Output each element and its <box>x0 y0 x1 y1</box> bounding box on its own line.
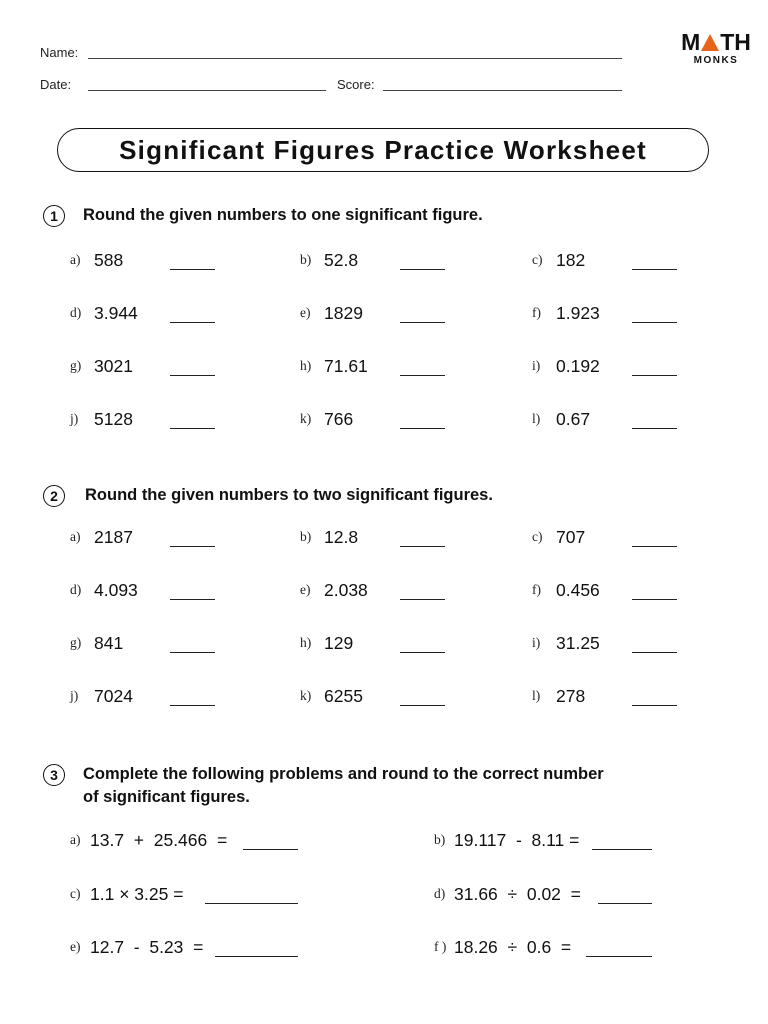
problem-item <box>300 686 460 710</box>
logo-wordmark <box>681 30 751 54</box>
answer-blank[interactable] <box>170 322 215 323</box>
problem-item <box>532 633 692 657</box>
problem-number: 278 <box>556 686 586 706</box>
answer-blank[interactable] <box>632 599 677 600</box>
section-2-number: 2 <box>43 485 65 507</box>
answer-blank[interactable] <box>598 903 652 904</box>
section-3-number: 3 <box>43 764 65 786</box>
problem-item <box>70 303 230 327</box>
answer-blank[interactable] <box>400 322 445 323</box>
name-input-line[interactable] <box>88 58 622 59</box>
answer-blank[interactable] <box>170 705 215 706</box>
problem-item <box>532 686 692 710</box>
expression-item <box>434 884 674 908</box>
section-3-instruction-line2: of significant figures. <box>83 788 250 806</box>
problem-number: 7024 <box>94 686 133 706</box>
logo-text-right: TH <box>720 29 751 55</box>
problem-label: c) <box>532 529 543 544</box>
expression-item <box>70 830 310 854</box>
answer-blank[interactable] <box>632 652 677 653</box>
answer-blank[interactable] <box>632 428 677 429</box>
problem-item <box>70 686 230 710</box>
problem-label: k) <box>300 411 312 426</box>
expression-text: 19.117 - 8.11 = <box>454 830 580 850</box>
name-label: Name: <box>40 45 79 60</box>
problem-item <box>70 633 230 657</box>
problem-label: e) <box>300 305 311 320</box>
problem-label: l) <box>532 688 541 703</box>
problem-item <box>300 580 460 604</box>
answer-blank[interactable] <box>592 849 652 850</box>
problem-item <box>532 303 692 327</box>
problem-number: 31.25 <box>556 633 600 653</box>
answer-blank[interactable] <box>632 546 677 547</box>
problem-label: f) <box>532 582 541 597</box>
section-3-instruction-line1: Complete the following problems and round to the correct number <box>83 765 604 783</box>
problem-number: 0.192 <box>556 356 600 376</box>
answer-blank[interactable] <box>400 599 445 600</box>
problem-item <box>300 303 460 327</box>
expression-item <box>434 937 674 961</box>
problem-number: 0.456 <box>556 580 600 600</box>
answer-blank[interactable] <box>632 269 677 270</box>
problem-item <box>300 250 460 274</box>
problem-number: 182 <box>556 250 586 270</box>
expression-label: c) <box>70 886 81 901</box>
answer-blank[interactable] <box>170 652 215 653</box>
answer-blank[interactable] <box>632 375 677 376</box>
problem-number: 588 <box>94 250 124 270</box>
problem-number: 3.944 <box>94 303 138 323</box>
answer-blank[interactable] <box>170 269 215 270</box>
answer-blank[interactable] <box>400 428 445 429</box>
math-monks-logo <box>681 30 751 66</box>
problem-number: 0.67 <box>556 409 591 429</box>
triangle-icon <box>701 34 719 51</box>
problem-number: 4.093 <box>94 580 138 600</box>
problem-item <box>532 409 692 433</box>
problem-label: l) <box>532 411 541 426</box>
problem-number: 1.923 <box>556 303 600 323</box>
section-1-number: 1 <box>43 205 65 227</box>
problem-item <box>300 356 460 380</box>
answer-blank[interactable] <box>170 546 215 547</box>
expression-text: 1.1 × 3.25 = <box>90 884 184 904</box>
problem-item <box>532 250 692 274</box>
answer-blank[interactable] <box>400 705 445 706</box>
answer-blank[interactable] <box>205 903 298 904</box>
title-banner <box>57 128 709 172</box>
expression-label: e) <box>70 939 81 954</box>
problem-label: d) <box>70 582 82 597</box>
problem-label: g) <box>70 635 82 650</box>
answer-blank[interactable] <box>400 652 445 653</box>
problem-item <box>70 580 230 604</box>
expression-text: 13.7 + 25.466 = <box>90 830 228 850</box>
expression-label: d) <box>434 886 446 901</box>
problem-item <box>532 356 692 380</box>
answer-blank[interactable] <box>400 269 445 270</box>
problem-item <box>70 527 230 551</box>
problem-number: 3021 <box>94 356 133 376</box>
problem-item <box>532 580 692 604</box>
answer-blank[interactable] <box>170 599 215 600</box>
section-1-instruction: Round the given numbers to one significant figure. <box>83 206 483 224</box>
problem-number: 12.8 <box>324 527 359 547</box>
problem-item <box>70 250 230 274</box>
problem-label: i) <box>532 635 541 650</box>
problem-label: b) <box>300 252 312 267</box>
problem-number: 766 <box>324 409 354 429</box>
problem-number: 129 <box>324 633 354 653</box>
problem-item <box>70 409 230 433</box>
date-input-line[interactable] <box>88 90 326 91</box>
expression-label: f ) <box>434 939 447 954</box>
problem-number: 1829 <box>324 303 363 323</box>
problem-number: 841 <box>94 633 124 653</box>
problem-label: a) <box>70 529 81 544</box>
problem-label: g) <box>70 358 82 373</box>
problem-number: 5128 <box>94 409 133 429</box>
answer-blank[interactable] <box>632 322 677 323</box>
problem-label: k) <box>300 688 312 703</box>
problem-item <box>300 633 460 657</box>
answer-blank[interactable] <box>400 375 445 376</box>
problem-label: i) <box>532 358 541 373</box>
problem-label: j) <box>70 688 79 703</box>
problem-label: f) <box>532 305 541 320</box>
problem-label: h) <box>300 635 312 650</box>
problem-label: h) <box>300 358 312 373</box>
problem-number: 707 <box>556 527 586 547</box>
problem-label: c) <box>532 252 543 267</box>
expression-item <box>434 830 674 854</box>
score-label: Score: <box>337 77 375 92</box>
answer-blank[interactable] <box>170 428 215 429</box>
expression-label: a) <box>70 832 81 847</box>
answer-blank[interactable] <box>215 956 298 957</box>
answer-blank[interactable] <box>400 546 445 547</box>
expression-item <box>70 884 310 908</box>
problem-number: 6255 <box>324 686 363 706</box>
problem-item <box>300 527 460 551</box>
expression-text: 12.7 - 5.23 = <box>90 937 204 957</box>
expression-text: 31.66 ÷ 0.02 = <box>454 884 581 904</box>
date-label: Date: <box>40 77 72 92</box>
problem-number: 2187 <box>94 527 133 547</box>
answer-blank[interactable] <box>586 956 652 957</box>
expression-text: 18.26 ÷ 0.6 = <box>454 937 572 957</box>
problem-item <box>532 527 692 551</box>
answer-blank[interactable] <box>243 849 298 850</box>
problem-label: a) <box>70 252 81 267</box>
problem-item <box>300 409 460 433</box>
problem-number: 2.038 <box>324 580 368 600</box>
logo-subtext: MONKS <box>693 55 739 66</box>
problem-label: d) <box>70 305 82 320</box>
problem-item <box>70 356 230 380</box>
expression-label: b) <box>434 832 446 847</box>
problem-label: e) <box>300 582 311 597</box>
section-2-instruction: Round the given numbers to two significant figures. <box>85 486 493 504</box>
page-title: Significant Figures Practice Worksheet <box>119 134 647 165</box>
problem-label: j) <box>70 411 79 426</box>
problem-label: b) <box>300 529 312 544</box>
logo-text-left: M <box>681 29 701 55</box>
answer-blank[interactable] <box>632 705 677 706</box>
problem-number: 52.8 <box>324 250 359 270</box>
answer-blank[interactable] <box>170 375 215 376</box>
expression-item <box>70 937 310 961</box>
score-input-line[interactable] <box>383 90 622 91</box>
problem-number: 71.61 <box>324 356 368 376</box>
